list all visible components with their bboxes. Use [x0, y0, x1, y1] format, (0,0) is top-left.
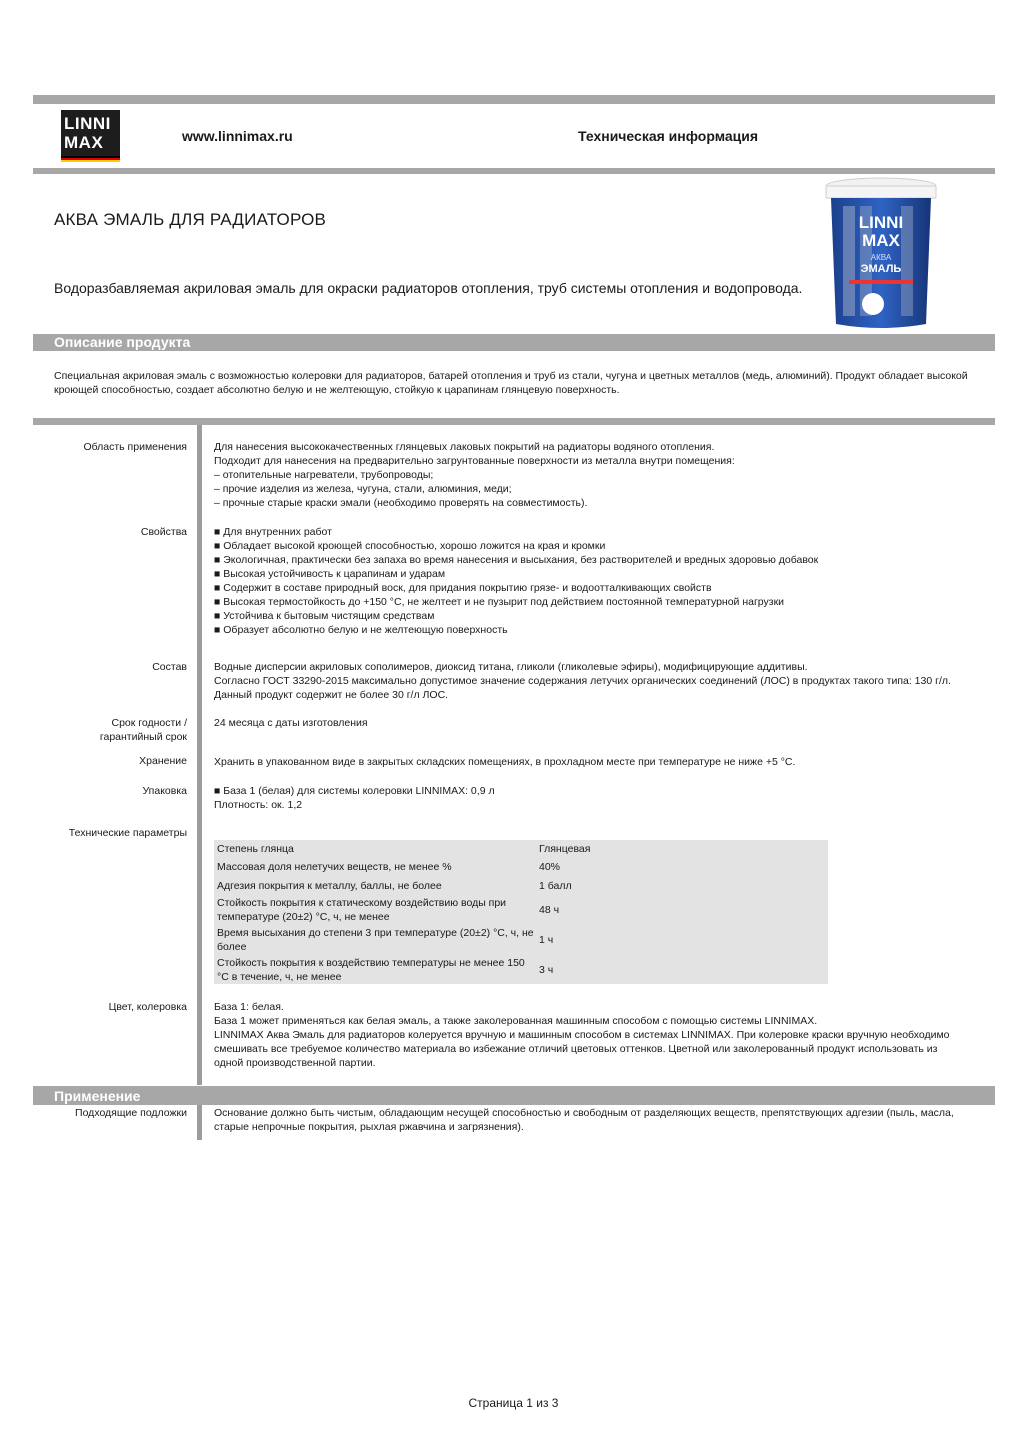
value-properties	[214, 525, 989, 637]
specs-top-bar	[33, 418, 995, 425]
linnimax-logo	[61, 110, 120, 162]
list-item: ■ Устойчива к бытовым чистящим средствам	[214, 610, 435, 622]
logo-text-line2: MAX	[64, 133, 104, 152]
list-item: ■ Обладает высокой кроющей способностью, хорошо ложится на края и кромки	[214, 540, 606, 552]
list-item: ■ Высокая термостойкость до +150 °С, не желтеет и не пузырит под действием постоянной температурной нагрузки	[214, 596, 785, 608]
section-description-heading: Описание продукта	[54, 334, 191, 350]
value-substrates: Основание должно быть чистым, обладающим несущей способностью и свободным от разделяющих веществ, препятствующих адгезии (пыль, масла, старые непрочные покрытия, рыхлая ржавчина и загрязнения).	[214, 1107, 954, 1133]
label-application-area: Область применения	[83, 441, 187, 453]
value-composition: Водные дисперсии акриловых сополимеров, диоксид титана, гликоли (гликолевые эфиры), модифицирующие аддитивы. Согласно ГОСТ 33290-2015 максимально допустимое значение содержания летучих органических соединений (ЛОС) в продуктах такого типа: 130 г/л. Данный продукт содержит не более 30 г/л ЛОС.	[214, 661, 951, 701]
section-application-heading: Применение	[54, 1088, 141, 1104]
label-color: Цвет, колеровка	[108, 1001, 187, 1013]
value-storage: Хранить в упакованном виде в закрытых складских помещениях, в прохладном месте при температуре не ниже +5 °С.	[214, 756, 796, 768]
value-packaging: ■ База 1 (белая) для системы колеровки LINNIMAX: 0,9 л Плотность: ок. 1,2	[214, 785, 495, 811]
specs-divider	[197, 425, 202, 1085]
list-item: ■ Высокая устойчивость к царапинам и ударам	[214, 568, 446, 580]
label-composition: Состав	[152, 661, 187, 673]
value-color: База 1: белая. База 1 может применяться как белая эмаль, а также заколерованная машинным способом с помощью системы LINNIMAX. LINNIMAX Аква Эмаль для радиаторов колеруется вручную и машинным способом в системах LINNIMAX. При колеровке краски вручную необходимо смешивать все требуемое количество материала во избежание отличий цветовых оттенков. Цветной или заколерованный продукт использовать из одной производственной партии.	[214, 1001, 950, 1069]
german-flag-stripe	[61, 156, 120, 162]
table-row: Адгезия покрытия к металлу, баллы, не более 1 балл	[217, 879, 572, 892]
table-row: Степень глянца Глянцевая	[217, 843, 591, 855]
can-brand-line2: MAX	[862, 231, 900, 250]
list-item: ■ Образует абсолютно белую и не желтеющую поверхность	[214, 624, 508, 636]
list-item: ■ Для внутренних работ	[214, 526, 332, 538]
product-subtitle: Водоразбавляемая акриловая эмаль для окраски радиаторов отопления, труб системы отопления и водопровода.	[54, 280, 803, 296]
label-packaging: Упаковка	[142, 785, 187, 797]
label-technical-parameters: Технические параметры	[68, 827, 187, 839]
label-properties: Свойства	[140, 526, 187, 538]
table-row: Стойкость покрытия к воздействию температуры не менее 150 °С в течение, ч, не менее 3 ч	[217, 956, 554, 983]
label-shelf-life: Срок годности / гарантийный срок	[99, 717, 187, 743]
value-shelf-life: 24 месяца с даты изготовления	[214, 717, 368, 729]
application-divider	[197, 1105, 202, 1140]
list-item: ■ Экологичная, практически без запаха во время нанесения и высыхания, без растворителей и вредных здоровью добавок	[214, 554, 819, 566]
header-top-bar	[33, 95, 995, 104]
label-substrates: Подходящие подложки	[75, 1107, 187, 1119]
can-brand-line1: LINNI	[858, 213, 904, 232]
logo-text-line1: LINNI	[64, 114, 111, 133]
list-item: ■ Содержит в составе природный воск, для придания покрытию грязе- и водоотталкивающих свойств	[214, 582, 712, 594]
technical-parameters-table	[214, 840, 828, 984]
label-storage: Хранение	[139, 755, 187, 767]
website-link[interactable]: www.linnimax.ru	[182, 128, 293, 144]
table-row: Стойкость покрытия к статическому воздействию воды при температуре (20±2) °С, ч, не менее 48 ч	[217, 896, 560, 923]
can-label-enamel: ЭМАЛЬ	[860, 263, 902, 275]
section-application-bar	[33, 1086, 995, 1105]
product-can-image	[823, 176, 939, 330]
section-description-bar	[33, 334, 995, 351]
value-application-area: Для нанесения высококачественных глянцевых лаковых покрытий на радиаторы водяного отопления. Подходит для нанесения на предварительно загрунтованные поверхности из металла внутри помещения: – отопительные нагреватели, трубопроводы; – прочие изделия из железа, чугуна, стали, алюминия, меди; – прочные старые краски эмали (необходимо проверять на совместимость).	[214, 441, 735, 509]
page-number: Страница 1 из 3	[468, 1396, 559, 1410]
product-description: Специальная акриловая эмаль с возможностью колеровки для радиаторов, батарей отопления и труб из стали, чугуна и цветных металлов (медь, алюминий). Продукт обладает высокой кроющей способностью, создает абсолютно белую и не желтеющую, стойкую к царапинам глянцевую поверхность.	[54, 370, 968, 396]
can-label-aqua: АКВА	[870, 253, 892, 262]
header-bottom-bar	[33, 168, 995, 174]
table-row: Время высыхания до степени 3 при температуре (20±2) °С, ч, не более 1 ч	[217, 926, 554, 953]
product-title: АКВА ЭМАЛЬ ДЛЯ РАДИАТОРОВ	[54, 210, 327, 229]
table-row: Массовая доля нелетучих веществ, не менее % 40%	[217, 860, 561, 873]
document-type: Техническая информация	[578, 128, 759, 144]
